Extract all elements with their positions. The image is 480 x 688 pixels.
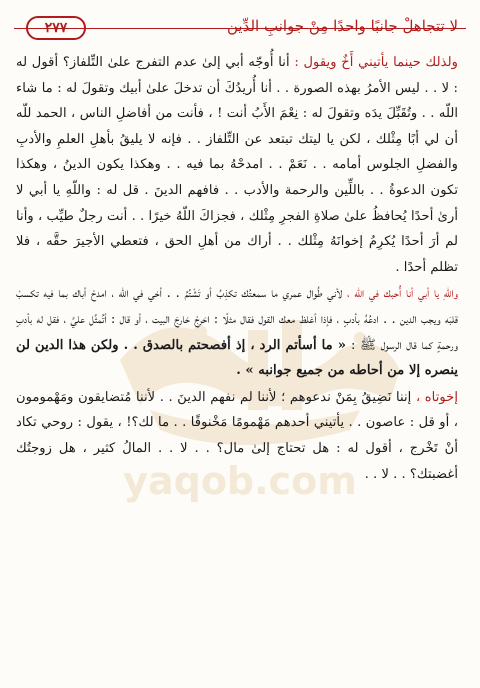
paragraph-2-text: لأني طُوال عمري ما سمعتُك تكذِبُ أو تَشْتُمُ . . أخي في اللّه ، امدحْ أباك بما فيه تكسبْ قلبَه ويجب الدين . . ادعُهُ بأدبٍ ، فإذا أغلظ معك القول فقال مثلًا : اخرجْ خارجَ البيت ، أو قال : أتُمثِّل عليَّ ، فقل له بأدبٍ ورحمةٍ كما قال الرسول ﷺ :: [16, 286, 458, 353]
page-header: [14, 14, 466, 40]
paragraph-3-lead: إخوتاه ،: [415, 389, 458, 405]
watermark-text: yaqob.com: [123, 459, 357, 503]
paragraph-3-text: إننا نَضِيقُ بِمَنْ ندعوهم ؛ لأننا لم نفهم الدينَ . . لأننا مُتضايقون ومَهْمومون ، أو قل : عاصون . . يأتيني أحدهم مَهْمومًا مَخْنوقًا . . ما لك؟! ، يقول : روحي تكاد أنْ تَخْرج ، أقول له : هل تحتاج إلىٰ مال؟ . . لا . . المالُ كثير ، هل زوجتُك أغضبتك؟ . . لا . .: [16, 389, 458, 482]
paragraph-1-lead: ولذلك حينما يأتيني أَخٌ ويقول :: [294, 55, 458, 70]
page-number-badge: ٢٧٧: [26, 16, 86, 40]
paragraph-2: [16, 281, 458, 383]
paragraph-1-text: أنا أُوجّه أبي إلىٰ عدم التفرج علىٰ التِّلفاز؟ أقول له : لا . . ليس الأمرُ بهذه الصورة . . أنا أُريدُكَ أن تدخلَ علىٰ أبيك وتقولَ له : ما شاء اللّه . . وتُقَبِّلَ يدَه وتقولَ له : نِعْمَ الأَبُ أنت ! ، فأنت من أفاضلِ الناس ، الحمد للّه أن لي أبًا مِثْلك ، لكن يا ليتك تبتعد عن التِّلفاز . . فإنه لا يليقُ بأهلِ العلمِ والأدبِ والفضلِ الجلوس أمامه . . نَعَمْ . . امدحْهُ بما فيه . . وهكذا يكون الدينُ ، وهكذا تكون الدعوةُ . . باللِّين والرحمة والأدب . . فافهم الدينَ . قل له : واللّهِ يا أبي لا أرىٰ أحدًا يُحافظُ علىٰ صلاةِ الفجرِ مِثْلك ، فجزاكَ اللّهُ خيرًا . . أنت رجلٌ طيِّب ، وأنا لم أرَ أحدًا يُكرِمُ إخوانَهُ مِثْلك . . أراك من أهلِ الحق ، فتعطي الأجيرَ حقَّه ، فلا تظلم أحدًا .: [16, 55, 458, 275]
paragraph-3: [16, 385, 458, 487]
hadith-quote: « ما أسأتم الرد ، إذ أفصحتم بالصدق . . ولكن هذا الدين لن ينصره إلا من أحاطه من جميع جوانبه » .: [16, 337, 458, 379]
paragraph-2-lead: واللّهِ يا أبي أنا أُحبك في اللّه ،: [347, 286, 458, 302]
paragraph-1: [16, 50, 458, 280]
header-divider: [14, 28, 466, 29]
body-text: [16, 50, 458, 487]
running-title: لا تتجاهلْ جانبًا واحدًا مِنْ جوانبِ الدِّين: [227, 17, 458, 35]
